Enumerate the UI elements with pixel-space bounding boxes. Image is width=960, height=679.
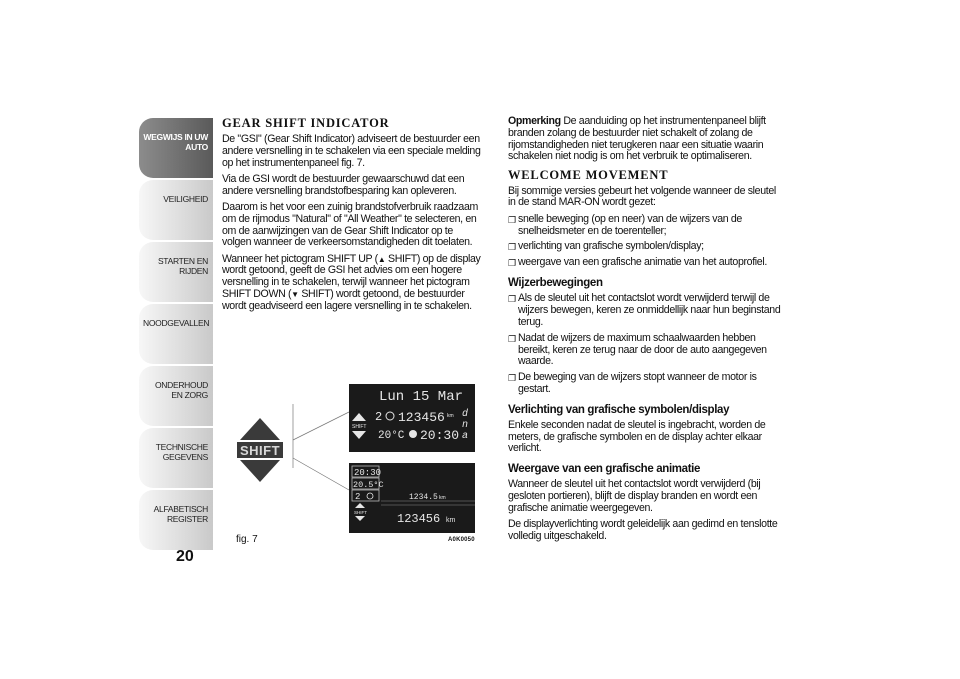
dna-letter-d: d [462, 409, 469, 420]
page-number: 20 [176, 548, 194, 565]
checkbox-bullet-icon: ❐ [508, 373, 516, 384]
clock-icon [409, 430, 417, 438]
subheading-animatie: Weergave van een grafische animatie [508, 463, 701, 476]
list-item [508, 293, 784, 328]
tab-wegwijs[interactable]: WEGWIJS IN UW AUTO [139, 118, 213, 178]
checkbox-bullet-icon: ❐ [508, 294, 516, 305]
paragraph [222, 254, 484, 313]
subheading-verlichting: Verlichting van grafische symbolen/display [508, 403, 730, 416]
paragraph: De displayverlichting wordt geleidelijk aan gedimd en tenslotte volledig uitgeschakeld. [508, 518, 778, 542]
display-gear-bottom: 2 [355, 492, 361, 502]
large-shift-up-icon [240, 418, 280, 440]
section-heading-welcome: WELCOME MOVEMENT [508, 167, 669, 182]
paragraph: Bij sommige versies gebeurt het volgende wanneer de sleutel in de stand MAR-ON wordt gezet: [508, 184, 776, 209]
paragraph: Via de GSI wordt de bestuurder gewaarschuwd dat een andere versnelling brandstofbesparing kan opleveren. [222, 172, 465, 197]
note-text: De aanduiding op het instrumentenpaneel blijft branden zolang de bestuurder niet schakelt of zolang de rijomstandigheden niet terugkeren naar een situatie waarin schakelen niet nodig is om het verbruik te optimaliseren. [508, 115, 766, 163]
display-km-unit-bottom: km [446, 517, 456, 524]
display-odometer-bottom: 123456 [397, 512, 441, 526]
tab-onderhoud-en-zorg[interactable]: ONDERHOUD EN ZORG [139, 366, 213, 426]
list-item-text: verlichting van grafische symbolen/display; [518, 240, 704, 253]
display-clock-top: 20:30 [420, 428, 460, 443]
paragraph: Enkele seconden nadat de sleutel is ingebracht, worden de meters, de grafische symbolen en de display achter elkaar verlicht. [508, 418, 766, 455]
instrument-display-illustration [233, 380, 477, 544]
large-shift-down-icon [240, 460, 280, 482]
list-item-text: De beweging van de wijzers stopt wanneer de motor is gestart. [518, 371, 757, 395]
display-trip: 1234.5 [409, 493, 438, 502]
section-heading-gsi: GEAR SHIFT INDICATOR [222, 116, 390, 130]
text-span: SHIFT) op de display wordt getoond, geeft de GSI het advies om een hogere versnelling in te schakelen, terwijl wanneer het pictogram SHIFT DOWN ( [222, 252, 481, 301]
figure-code: A0K0050 [448, 537, 475, 543]
left-column [222, 116, 484, 317]
paragraph: De "GSI" (Gear Shift Indicator) adviseert de bestuurder een andere versnelling in te schakelen via een speciale melding op het instrumentenpaneel fig. 7. [222, 133, 481, 169]
dna-letter-a: a [462, 431, 469, 442]
tab-technische-gegevens[interactable]: TECHNISCHE GEGEVENS [139, 428, 213, 488]
list-item [508, 214, 784, 238]
tab-starten-en-rijden[interactable]: STARTEN EN RIJDEN [139, 242, 213, 302]
list-item [508, 241, 784, 253]
figure-caption: fig. 7 [236, 534, 258, 545]
list-item-text: snelle beweging (op en neer) van de wijzers van de snelheidsmeter en de toerenteller; [518, 212, 742, 237]
tab-alfabetisch-register[interactable]: ALFABETISCH REGISTER [139, 490, 213, 550]
display-km-unit-trip: km [439, 495, 446, 501]
list-item-text: Als de sleutel uit het contactslot wordt verwijderd terwijl de wijzers bewegen, keren ze onmiddellijk naar hun beginstand terug. [518, 292, 781, 328]
list-item [508, 333, 784, 368]
checkbox-bullet-icon: ❐ [508, 333, 516, 344]
display-clock-bottom: 20:30 [354, 468, 382, 478]
checkbox-bullet-icon: ❐ [508, 214, 516, 225]
paragraph: Wanneer de sleutel uit het contactslot wordt verwijderd (bij gesloten portieren), blijft de display branden en wordt een grafische animatie weergegeven. [508, 478, 761, 514]
right-column [508, 116, 784, 547]
shift-down-icon [291, 288, 299, 300]
list-item [508, 372, 784, 396]
text-span: SHIFT) wordt getoond, de bestuurder wordt geadviseerd een lagere versnelling in te schakelen. [222, 288, 472, 312]
large-shift-label: SHIFT [239, 443, 281, 458]
list-item-text: Nadat de wijzers de maximum schaalwaarden hebben bereikt, keren ze terug naar de door de auto aangegeven waarde. [518, 331, 767, 368]
checkbox-bullet-icon: ❐ [508, 258, 516, 269]
display-km-unit-top: km [447, 413, 454, 419]
note-paragraph [508, 116, 784, 163]
display-temp-bottom: 20.5°C [353, 480, 384, 490]
dna-letter-n: n [462, 420, 469, 431]
paragraph: Daarom is het voor een zuinig brandstofverbruik raadzaam om de rijmodus "Natural" of "All Weather" te selecteren, en om de aanwijzingen van de Gear Shift Indicator op te volgen wanneer de verkeersomstandigheden dit toelaten. [222, 200, 478, 249]
small-shift-label: SHIFT [352, 424, 367, 430]
display-temp-top: 20°C [378, 430, 405, 442]
display-odometer-top: 123456 [398, 410, 445, 425]
list-item-text: weergave van een grafische animatie van het autoprofiel. [518, 256, 767, 269]
list-item [508, 257, 784, 269]
mini-shift-label: SHIFT [354, 510, 367, 515]
tab-veiligheid[interactable]: VEILIGHEID [139, 180, 213, 240]
tab-noodgevallen[interactable]: NOODGEVALLEN [139, 304, 213, 364]
display-date: Lun 15 Mar [379, 389, 464, 405]
checkbox-bullet-icon: ❐ [508, 242, 516, 253]
display-gear: 2 [375, 410, 383, 424]
figure-gear-shift-display [233, 380, 477, 544]
note-label: Opmerking [508, 115, 561, 127]
subheading-wijzerbewegingen: Wijzerbewegingen [508, 277, 603, 290]
text-span: Wanneer het pictogram SHIFT UP ( [222, 252, 378, 265]
